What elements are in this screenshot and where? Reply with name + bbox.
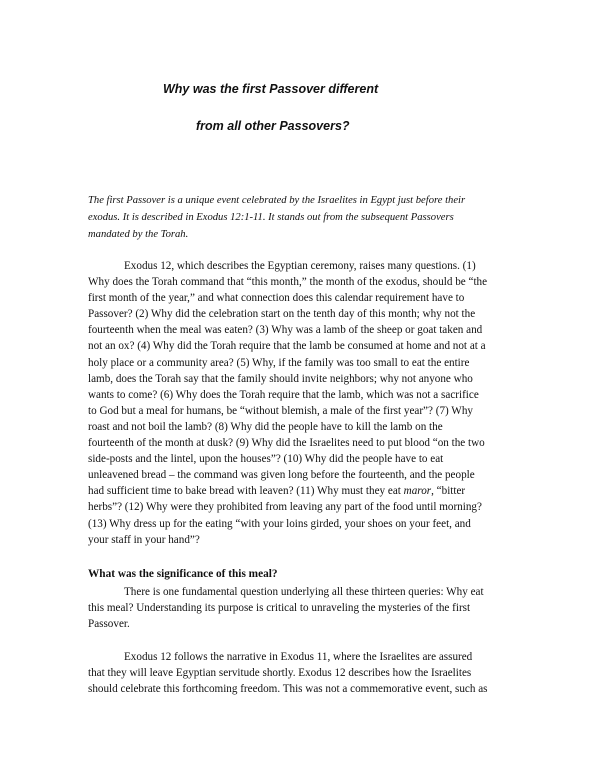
abstract-line: exodus. It is described in Exodus 12:1-11. It stands out from the subsequent Passovers [88, 211, 454, 223]
paragraph-line: Exodus 12 follows the narrative in Exodus 11, where the Israelites are assured [124, 651, 473, 663]
paragraph-line: first month of the year,” and what connection does this calendar requirement have to [88, 292, 465, 305]
paragraph-line-tail: , “bitter [431, 485, 466, 498]
paragraph-line: fourteenth when the meal was eaten? (3) Why was a lamb of the sheep or goat taken and [88, 324, 483, 337]
paragraph-line: There is one fundamental question underlying all these thirteen queries: Why eat [124, 586, 484, 598]
paragraph-line: unleavened bread – the command was given long before the fourteenth, and the people [88, 469, 475, 482]
paragraph-line: fourteenth of the month at dusk? (9) Why did the Israelites need to put blood “on the two [88, 437, 485, 450]
paragraph-2 [88, 584, 518, 632]
paragraph-line: holy place or a community area? (5) Why, if the family was too small to eat the entire [88, 356, 470, 369]
section-heading: What was the significance of this meal? [88, 568, 278, 580]
paragraph-1 [88, 258, 518, 548]
paragraph-line: that they will leave Egyptian servitude shortly. Exodus 12 describes how the Israelites [88, 667, 472, 680]
paragraph-line-head: had sufficient time to bake bread with leaven? (11) Why must they eat [88, 485, 404, 498]
paragraph-line: Passover. [88, 618, 130, 631]
paragraph-3 [88, 649, 518, 697]
paragraph-line: side-posts and the lintel, upon the houses”? (10) Why did the people have to eat [88, 453, 444, 466]
abstract [88, 193, 518, 244]
paragraph-line: this meal? Understanding its purpose is critical to unraveling the mysteries of the first [88, 602, 471, 615]
paragraph-line-mixed [88, 483, 518, 499]
paragraph-line: your staff in your hand”? [88, 533, 200, 546]
abstract-line: mandated by the Torah. [88, 228, 189, 240]
paragraph-line: roast and not boil the lamb? (8) Why did the people have to kill the lamb on the [88, 420, 443, 433]
title-line-1: Why was the first Passover different [163, 82, 379, 96]
paragraph-line: Why does the Torah command that “this month,” the month of the exodus, should be “the [88, 276, 488, 289]
paragraph-line: should celebrate this forthcoming freedom. This was not a commemorative event, such as [88, 683, 488, 696]
paragraph-line: to God but a meal for humans, be “without blemish, a male of the first year”? (7) Why [88, 404, 473, 417]
abstract-line: The first Passover is a unique event celebrated by the Israelites in Egypt just before their [88, 195, 466, 206]
italic-term: maror [403, 485, 432, 498]
paragraph-line: Passover? (2) Why did the celebration start on the tenth day of this month; why not the [88, 308, 476, 321]
paragraph-line: not an ox? (4) Why did the Torah require that the lamb be consumed at home and not at a [88, 340, 486, 353]
title-line-2: from all other Passovers? [196, 119, 350, 133]
paragraph-line: lamb, does the Torah say that the family should invite neighbors; why not anyone who [88, 372, 473, 385]
paragraph-line: (13) Why dress up for the eating “with your loins girded, your shoes on your feet, and [88, 517, 471, 530]
paragraph-line: Exodus 12, which describes the Egyptian ceremony, raises many questions. (1) [124, 260, 476, 272]
paragraph-line: herbs”? (12) Why were they prohibited from leaving any part of the food until morning? [88, 501, 482, 514]
paragraph-line: wants to come? (6) Why does the Torah require that the lamb, which was not a sacrifice [88, 388, 479, 401]
